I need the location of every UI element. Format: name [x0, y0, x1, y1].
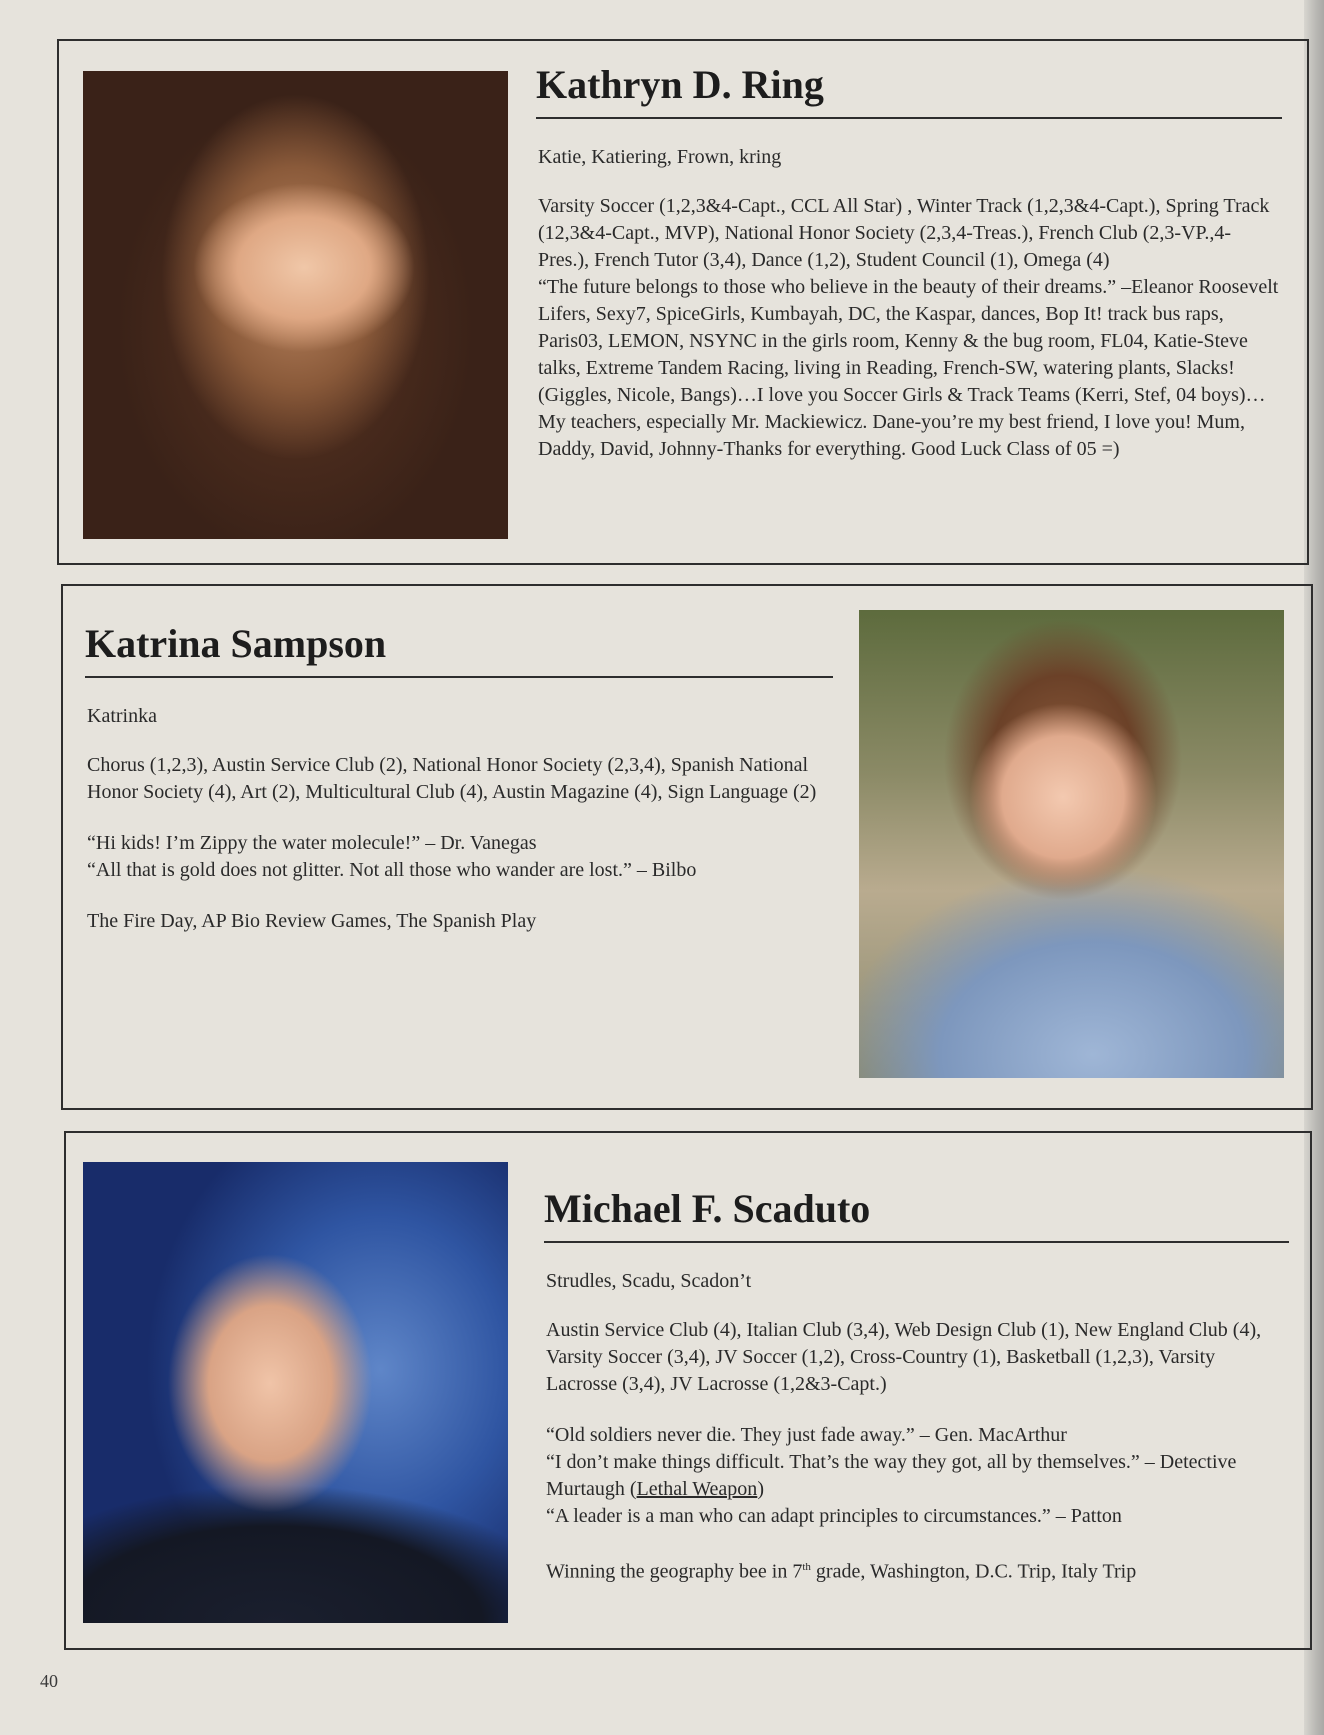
activities: Chorus (1,2,3), Austin Service Club (2), National Honor Society (2,3,4), Spanish National Honor Society (4), Art (2), Multicultural Club (4), Austin Magazine (4), Sign Language (2) — [87, 754, 817, 803]
nicknames: Katrinka — [87, 705, 157, 727]
quote: “Old soldiers never die. They just fade away.” – Gen. MacArthur — [546, 1424, 1067, 1446]
quotes — [546, 1422, 1289, 1530]
senior-entry — [64, 1131, 1312, 1650]
nicknames: Strudles, Scadu, Scadon’t — [546, 1270, 752, 1292]
memories: The Fire Day, AP Bio Review Games, The Spanish Play — [87, 910, 537, 932]
quote-text: ) — [757, 1478, 764, 1500]
nicknames: Katie, Katiering, Frown, kring — [538, 146, 782, 168]
quote: “Hi kids! I’m Zippy the water molecule!” – Dr. Vanegas — [87, 832, 537, 854]
movie-title: Lethal Weapon — [636, 1478, 758, 1500]
memories-text: grade, Washington, D.C. Trip, Italy Trip — [810, 1560, 1137, 1583]
memories — [546, 1554, 1289, 1586]
senior-entry — [57, 39, 1309, 565]
senior-name: Michael F. Scaduto — [544, 1181, 1289, 1243]
entry-text — [544, 1181, 1289, 1586]
senior-photo — [859, 610, 1284, 1078]
quote — [546, 1449, 1289, 1503]
entry-text — [536, 57, 1282, 463]
quotes — [87, 830, 833, 884]
senior-photo — [83, 71, 508, 539]
quote: “The future belongs to those who believe in the beauty of their dreams.” –Eleanor Roosevelt — [538, 276, 1279, 298]
ordinal-suffix: th — [802, 1561, 811, 1573]
activities: Austin Service Club (4), Italian Club (3,4), Web Design Club (1), New England Club (4), Varsity Soccer (3,4), JV Soccer (1,2), Cross-Country (1), Basketball (1,2,3), Varsity Lacrosse (3,4), JV Lacrosse (1,2&3-Capt.) — [546, 1319, 1262, 1395]
memories: Lifers, Sexy7, SpiceGirls, Kumbayah, DC, the Kaspar, dances, Bop It! track bus raps, Paris03, LEMON, NSYNC in the girls room, Kenny & the bug room, FL04, Katie-Steve talks, Extreme Tandem Racing, living in Reading, French-SW, watering plants, Slacks!(Giggles, Nicole, Bangs)…I love you Soccer Girls & Track Teams (Kerri, Stef, 04 boys)…My teachers, especially Mr. Mackiewicz. Dane-you’re my best friend, I love you! Mum, Daddy, David, Johnny-Thanks for everything. Good Luck Class of 05 =) — [538, 303, 1266, 460]
activities: Varsity Soccer (1,2,3&4-Capt., CCL All Star) , Winter Track (1,2,3&4-Capt.), Spring Track (12,3&4-Capt., MVP), National Honor Society (2,3,4-Treas.), French Club (2,3-VP.,4-Pres.), French Tutor (3,4), Dance (1,2), Student Council (1), Omega (4) — [538, 195, 1270, 271]
senior-name: Katrina Sampson — [85, 616, 833, 678]
quote-text: “I don’t make things difficult. That’s the way they got, all by themselves.” – Detective Murtaugh ( — [546, 1451, 1237, 1500]
memories-text: Winning the geography bee in 7 — [546, 1560, 803, 1583]
entry-text — [85, 616, 833, 935]
quote: “All that is gold does not glitter. Not all those who wander are lost.” – Bilbo — [87, 859, 697, 881]
quote: “A leader is a man who can adapt principles to circumstances.” – Patton — [546, 1505, 1122, 1527]
page-number: 40 — [40, 1671, 58, 1691]
senior-name: Kathryn D. Ring — [536, 57, 1282, 119]
senior-entry — [61, 584, 1313, 1110]
senior-photo — [83, 1162, 508, 1623]
